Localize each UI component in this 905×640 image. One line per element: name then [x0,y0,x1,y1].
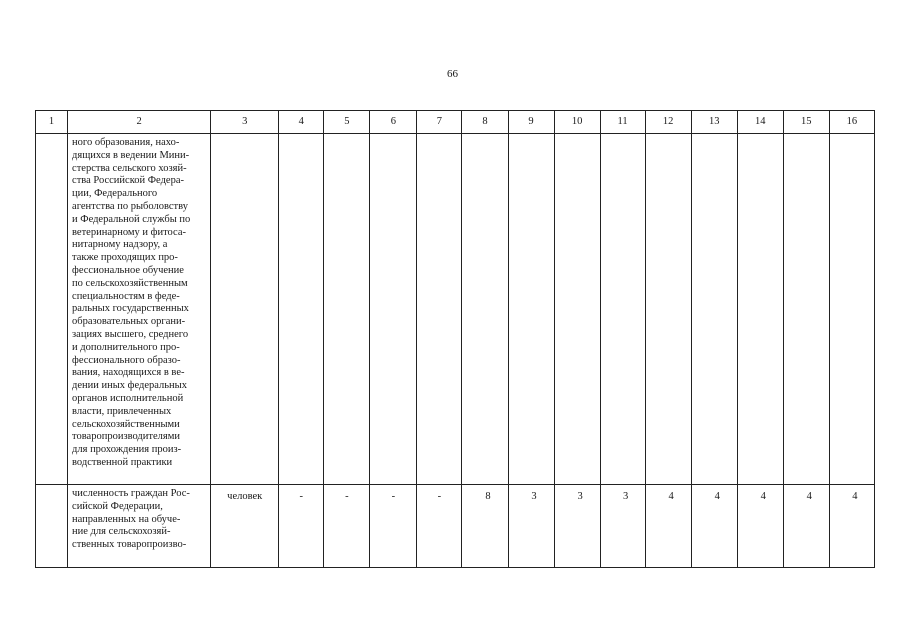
text-line: ства Российской Федера- [72,175,184,187]
text-line: специальностям в феде- [72,290,180,302]
text-line: и Федеральной службы по [72,213,191,225]
column-header: 10 [554,111,600,134]
column-header: 8 [462,111,508,134]
indicator-text-cell [68,134,211,485]
text-line: численность граждан Рос- [72,488,190,499]
value-cell [370,134,417,485]
text-line: направленных на обуче- [72,513,181,525]
text-line: фессионального образо- [72,354,181,366]
unit-cell: человек [211,485,279,568]
value-cell [324,134,370,485]
value-cell: 3 [554,485,600,568]
table-row [36,485,875,568]
value-cell [645,134,691,485]
text-line: для прохождения произ- [72,444,182,456]
text-line: органов исполнительной [72,392,184,404]
text-line: зациях высшего, среднего [72,328,189,340]
column-header: 9 [508,111,554,134]
column-header: 16 [829,111,874,134]
text-line: ственных товаропроизво- [72,539,187,551]
data-table [35,110,875,568]
text-line: фессиональное обучение [72,264,184,276]
text-line: сийской Федерации, [72,500,163,512]
page-number: 66 [447,68,458,80]
value-cell: 4 [829,485,874,568]
value-cell [554,134,600,485]
row-number-cell [36,134,68,485]
value-cell [691,134,737,485]
value-cell: - [279,485,324,568]
text-line: ние для сельскохозяй- [72,526,171,538]
header-row [36,111,875,134]
text-line: товаропроизводителями [72,431,180,443]
text-line: стерства сельского хозяй- [72,162,187,174]
column-header: 12 [645,111,691,134]
text-line: нитарному надзору, а [72,239,168,251]
column-header: 2 [68,111,211,134]
value-cell [737,134,783,485]
column-header: 7 [417,111,462,134]
value-cell [462,134,508,485]
column-header: 5 [324,111,370,134]
text-line: агентства по рыболовству [72,200,188,212]
text-line: ции, Федерального [72,188,158,200]
text-line: и дополнительного про- [72,341,180,353]
column-header: 3 [211,111,279,134]
value-cell [417,134,462,485]
column-header: 11 [600,111,645,134]
value-cell: - [370,485,417,568]
text-line: по сельскохозяйственным [72,277,188,289]
indicator-text-cell [68,485,211,568]
value-cell [279,134,324,485]
text-line: дящихся в ведении Мини- [72,149,190,161]
unit-cell [211,134,279,485]
value-cell: 4 [645,485,691,568]
column-header: 1 [36,111,68,134]
value-cell: - [324,485,370,568]
value-cell: 4 [737,485,783,568]
text-line: водственной практики [72,456,173,468]
value-cell: 3 [600,485,645,568]
value-cell [829,134,874,485]
column-header: 13 [691,111,737,134]
value-cell: 4 [783,485,829,568]
column-header: 6 [370,111,417,134]
text-line: ного образования, нахо- [72,137,180,148]
value-cell [600,134,645,485]
column-header: 14 [737,111,783,134]
text-line: также проходящих про- [72,252,178,264]
value-cell: - [417,485,462,568]
row-number-cell [36,485,68,568]
text-line: власти, привлеченных [72,405,172,417]
text-line: образовательных органи- [72,316,186,328]
table-row [36,134,875,485]
text-line: ральных государственных [72,303,189,315]
value-cell: 3 [508,485,554,568]
text-line: дении иных федеральных [72,380,187,392]
text-line: ветеринарному и фитоса- [72,226,186,238]
column-header: 4 [279,111,324,134]
text-line: сельскохозяйственными [72,418,180,430]
value-cell: 8 [462,485,508,568]
text-line: вания, находящихся в ве- [72,367,185,379]
column-header: 15 [783,111,829,134]
value-cell [508,134,554,485]
value-cell: 4 [691,485,737,568]
value-cell [783,134,829,485]
